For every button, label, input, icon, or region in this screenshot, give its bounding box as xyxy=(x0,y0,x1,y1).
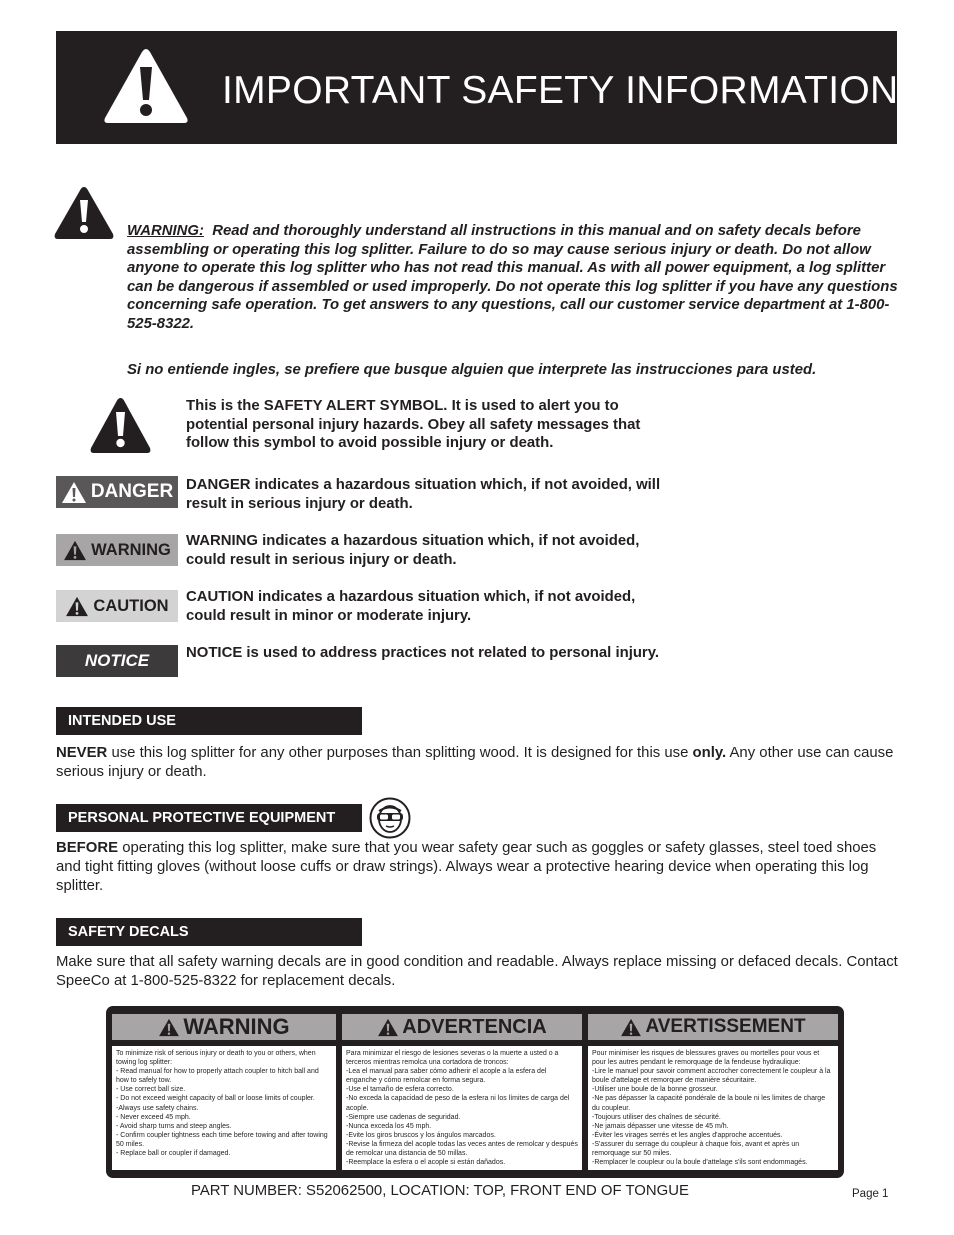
danger-badge-label: DANGER xyxy=(90,481,174,502)
only-label: only. xyxy=(692,745,727,761)
warning-text: Read and thoroughly understand all instructions in this manual and on safety decals before assembling or operating this log splitter. Failure to do so may cause serious injury or death. Do not allow anyone to operate this log splitter who has not read this manual. As with all power equipment, a log splitter can be dangerous if assembled or used improperly. Do not operate this log splitter if you have any questions concerning safe operation. To get answers to any questions, call our customer service department at 1-800-525-8322. xyxy=(127,223,898,332)
decal-line: -Always use safety chains. xyxy=(116,1104,199,1112)
danger-description: DANGER indicates a hazardous situation which, if not avoided, will result in serious injury or death. xyxy=(186,477,661,512)
warning-triangle-icon xyxy=(377,1018,399,1037)
decal-line: -Ne jamais dépasser une vitesse de 45 m/h. xyxy=(592,1122,729,1130)
decal-panel-title xyxy=(112,1014,336,1040)
decal-body-spanish xyxy=(342,1046,582,1170)
decal-panel-english xyxy=(112,1014,336,1170)
safety-decals-heading: SAFETY DECALS xyxy=(56,918,362,946)
decal-line: -Lea el manual para saber cómo adherir el acople a la esfera del enganche y cómo remolcar en forma segura. xyxy=(346,1068,547,1085)
decal-title-warning: WARNING xyxy=(183,1014,290,1039)
decal-line: -Revise la firmeza del acople todas las veces antes de remolcar y después de remolcar una distancia de 50 millas. xyxy=(346,1140,578,1158)
intended-use-text-1: use this log splitter for any other purposes than splitting wood. It is designed for this use xyxy=(107,745,693,761)
page-number: Page 1 xyxy=(852,1188,889,1200)
decal-line: -Siempre use cadenas de seguridad. xyxy=(346,1113,461,1121)
never-label: NEVER xyxy=(56,745,108,761)
notice-badge xyxy=(56,645,178,677)
warning-badge xyxy=(56,534,178,566)
ppe-text xyxy=(56,839,901,896)
warning-triangle-icon xyxy=(158,1018,180,1037)
decal-line: - Use correct ball size. xyxy=(116,1086,186,1094)
warning-triangle-icon xyxy=(61,481,87,504)
tow-warning-decal xyxy=(106,1006,844,1178)
decal-line: -Toujours utiliser des chaînes de sécurité. xyxy=(592,1113,721,1121)
goggles-icon xyxy=(369,797,411,839)
intended-use-heading: INTENDED USE xyxy=(56,707,362,735)
caution-badge-label: CAUTION xyxy=(93,596,169,615)
warning-triangle-icon xyxy=(65,596,89,617)
decal-line: -Nunca exceda los 45 mph. xyxy=(346,1122,432,1130)
decal-body-english xyxy=(112,1046,336,1170)
notice-description: NOTICE is used to address practices not related to personal injury. xyxy=(186,645,660,661)
spanish-note: Si no entiende ingles, se prefiere que busque alguien que interprete las instrucciones para usted. xyxy=(127,362,817,378)
caution-description: CAUTION indicates a hazardous situation which, if not avoided, could result in minor or moderate injury. xyxy=(186,589,636,624)
warning-triangle-icon xyxy=(53,186,115,240)
ppe-heading: PERSONAL PROTECTIVE EQUIPMENT xyxy=(56,804,362,832)
decal-title-avertissement: AVERTISSEMENT xyxy=(645,1016,806,1037)
decal-line: To minimize risk of serious injury or death to you or others, when towing log splitter: xyxy=(116,1050,316,1067)
before-label: BEFORE xyxy=(56,840,119,856)
decal-line: -Evite los giros bruscos y los ángulos marcados. xyxy=(346,1131,496,1139)
decal-line: - Never exceed 45 mph. xyxy=(116,1113,191,1121)
warning-triangle-icon xyxy=(620,1018,642,1037)
intended-use-text-2: Any other use can cause serious injury or death. xyxy=(56,745,894,780)
decal-line: - Avoid sharp turns and steep angles. xyxy=(116,1122,232,1130)
notice-badge-label: NOTICE xyxy=(84,651,150,670)
warning-badge-label: WARNING xyxy=(91,540,171,559)
danger-badge xyxy=(56,476,178,508)
decal-line: Para minimizar el riesgo de lesiones severas o la muerte a usted o a terceros mientras remolca una cortadora de troncos: xyxy=(346,1050,559,1067)
decal-line: -S'assurer du serrage du coupleur à chaque fois, avant et après un remorquage sur 50 miles. xyxy=(592,1140,800,1158)
decal-line: -No exceda la capacidad de peso de la esfera ni los límites de carga del acople. xyxy=(346,1095,570,1112)
decal-line: -Utiliser une boule de la bonne grosseur. xyxy=(592,1086,718,1094)
safety-decals-text: Make sure that all safety warning decals are in good condition and readable. Always replace missing or defaced decals. Contact SpeeCo at 1-800-525-8322 for replacement decals. xyxy=(56,954,898,989)
warning-label: WARNING: xyxy=(127,223,204,239)
decal-line: - Confirm coupler tightness each time before towing and after towing 50 miles. xyxy=(116,1131,328,1148)
decal-line: -Use el tamaño de esfera correcto. xyxy=(346,1086,454,1094)
part-number-caption: PART NUMBER: S52062500, LOCATION: TOP, FRONT END OF TONGUE xyxy=(191,1183,689,1199)
warning-triangle-icon xyxy=(102,45,190,127)
decal-line: - Replace ball or coupler if damaged. xyxy=(116,1150,231,1158)
warning-paragraph xyxy=(127,222,902,334)
decal-line: -Reemplace la esfera o el acople si están dañados. xyxy=(346,1159,506,1167)
decal-panel-title xyxy=(588,1014,838,1040)
decal-line: Pour minimiser les risques de blessures graves ou mortelles pour vous et pour les autres pendant le remorquage de la fendeuse hydraulique: xyxy=(592,1050,820,1067)
header-banner xyxy=(56,31,897,144)
decal-line: -Lire le manuel pour savoir comment accrocher correctement le coupleur à la boule d'attelage et remorquer de manière sécuritaire. xyxy=(592,1068,831,1085)
caution-badge xyxy=(56,590,178,622)
decal-line: -Éviter les virages serrés et les angles d'approche accentués. xyxy=(592,1131,783,1139)
decal-line: -Remplacer le coupleur ou la boule d'attelage s'ils sont endommagés. xyxy=(592,1159,808,1167)
decal-title-advertencia: ADVERTENCIA xyxy=(402,1015,547,1038)
intended-use-text xyxy=(56,744,901,782)
page-title: IMPORTANT SAFETY INFORMATION xyxy=(222,69,899,112)
decal-panel-title xyxy=(342,1014,582,1040)
safety-alert-text: This is the SAFETY ALERT SYMBOL. It is used to alert you to potential personal injury hazards. Obey all safety messages that follow this symbol to avoid possible injury or death. xyxy=(186,398,641,452)
decal-line: - Read manual for how to properly attach coupler to hitch ball and how to safely tow. xyxy=(116,1068,319,1085)
ppe-text-body: operating this log splitter, make sure that you wear safety gear such as goggles or safety glasses, steel toed shoes and tight fitting gloves (without loose cuffs or draw strings). Always wear a protective hearing device when operating this log splitter. xyxy=(56,840,877,894)
warning-triangle-icon xyxy=(63,540,87,561)
decal-panel-french xyxy=(588,1014,838,1170)
decal-body-french xyxy=(588,1046,838,1170)
decal-line: - Do not exceed weight capacity of ball or loose limits of coupler. xyxy=(116,1095,315,1103)
decal-line: -Ne pas dépasser la capacité pondérale de la boule ni les limites de charge du coupleur. xyxy=(592,1095,826,1112)
decal-panel-spanish xyxy=(342,1014,582,1170)
safety-alert-symbol-icon xyxy=(89,397,152,454)
warning-description: WARNING indicates a hazardous situation which, if not avoided, could result in serious injury or death. xyxy=(186,533,640,568)
